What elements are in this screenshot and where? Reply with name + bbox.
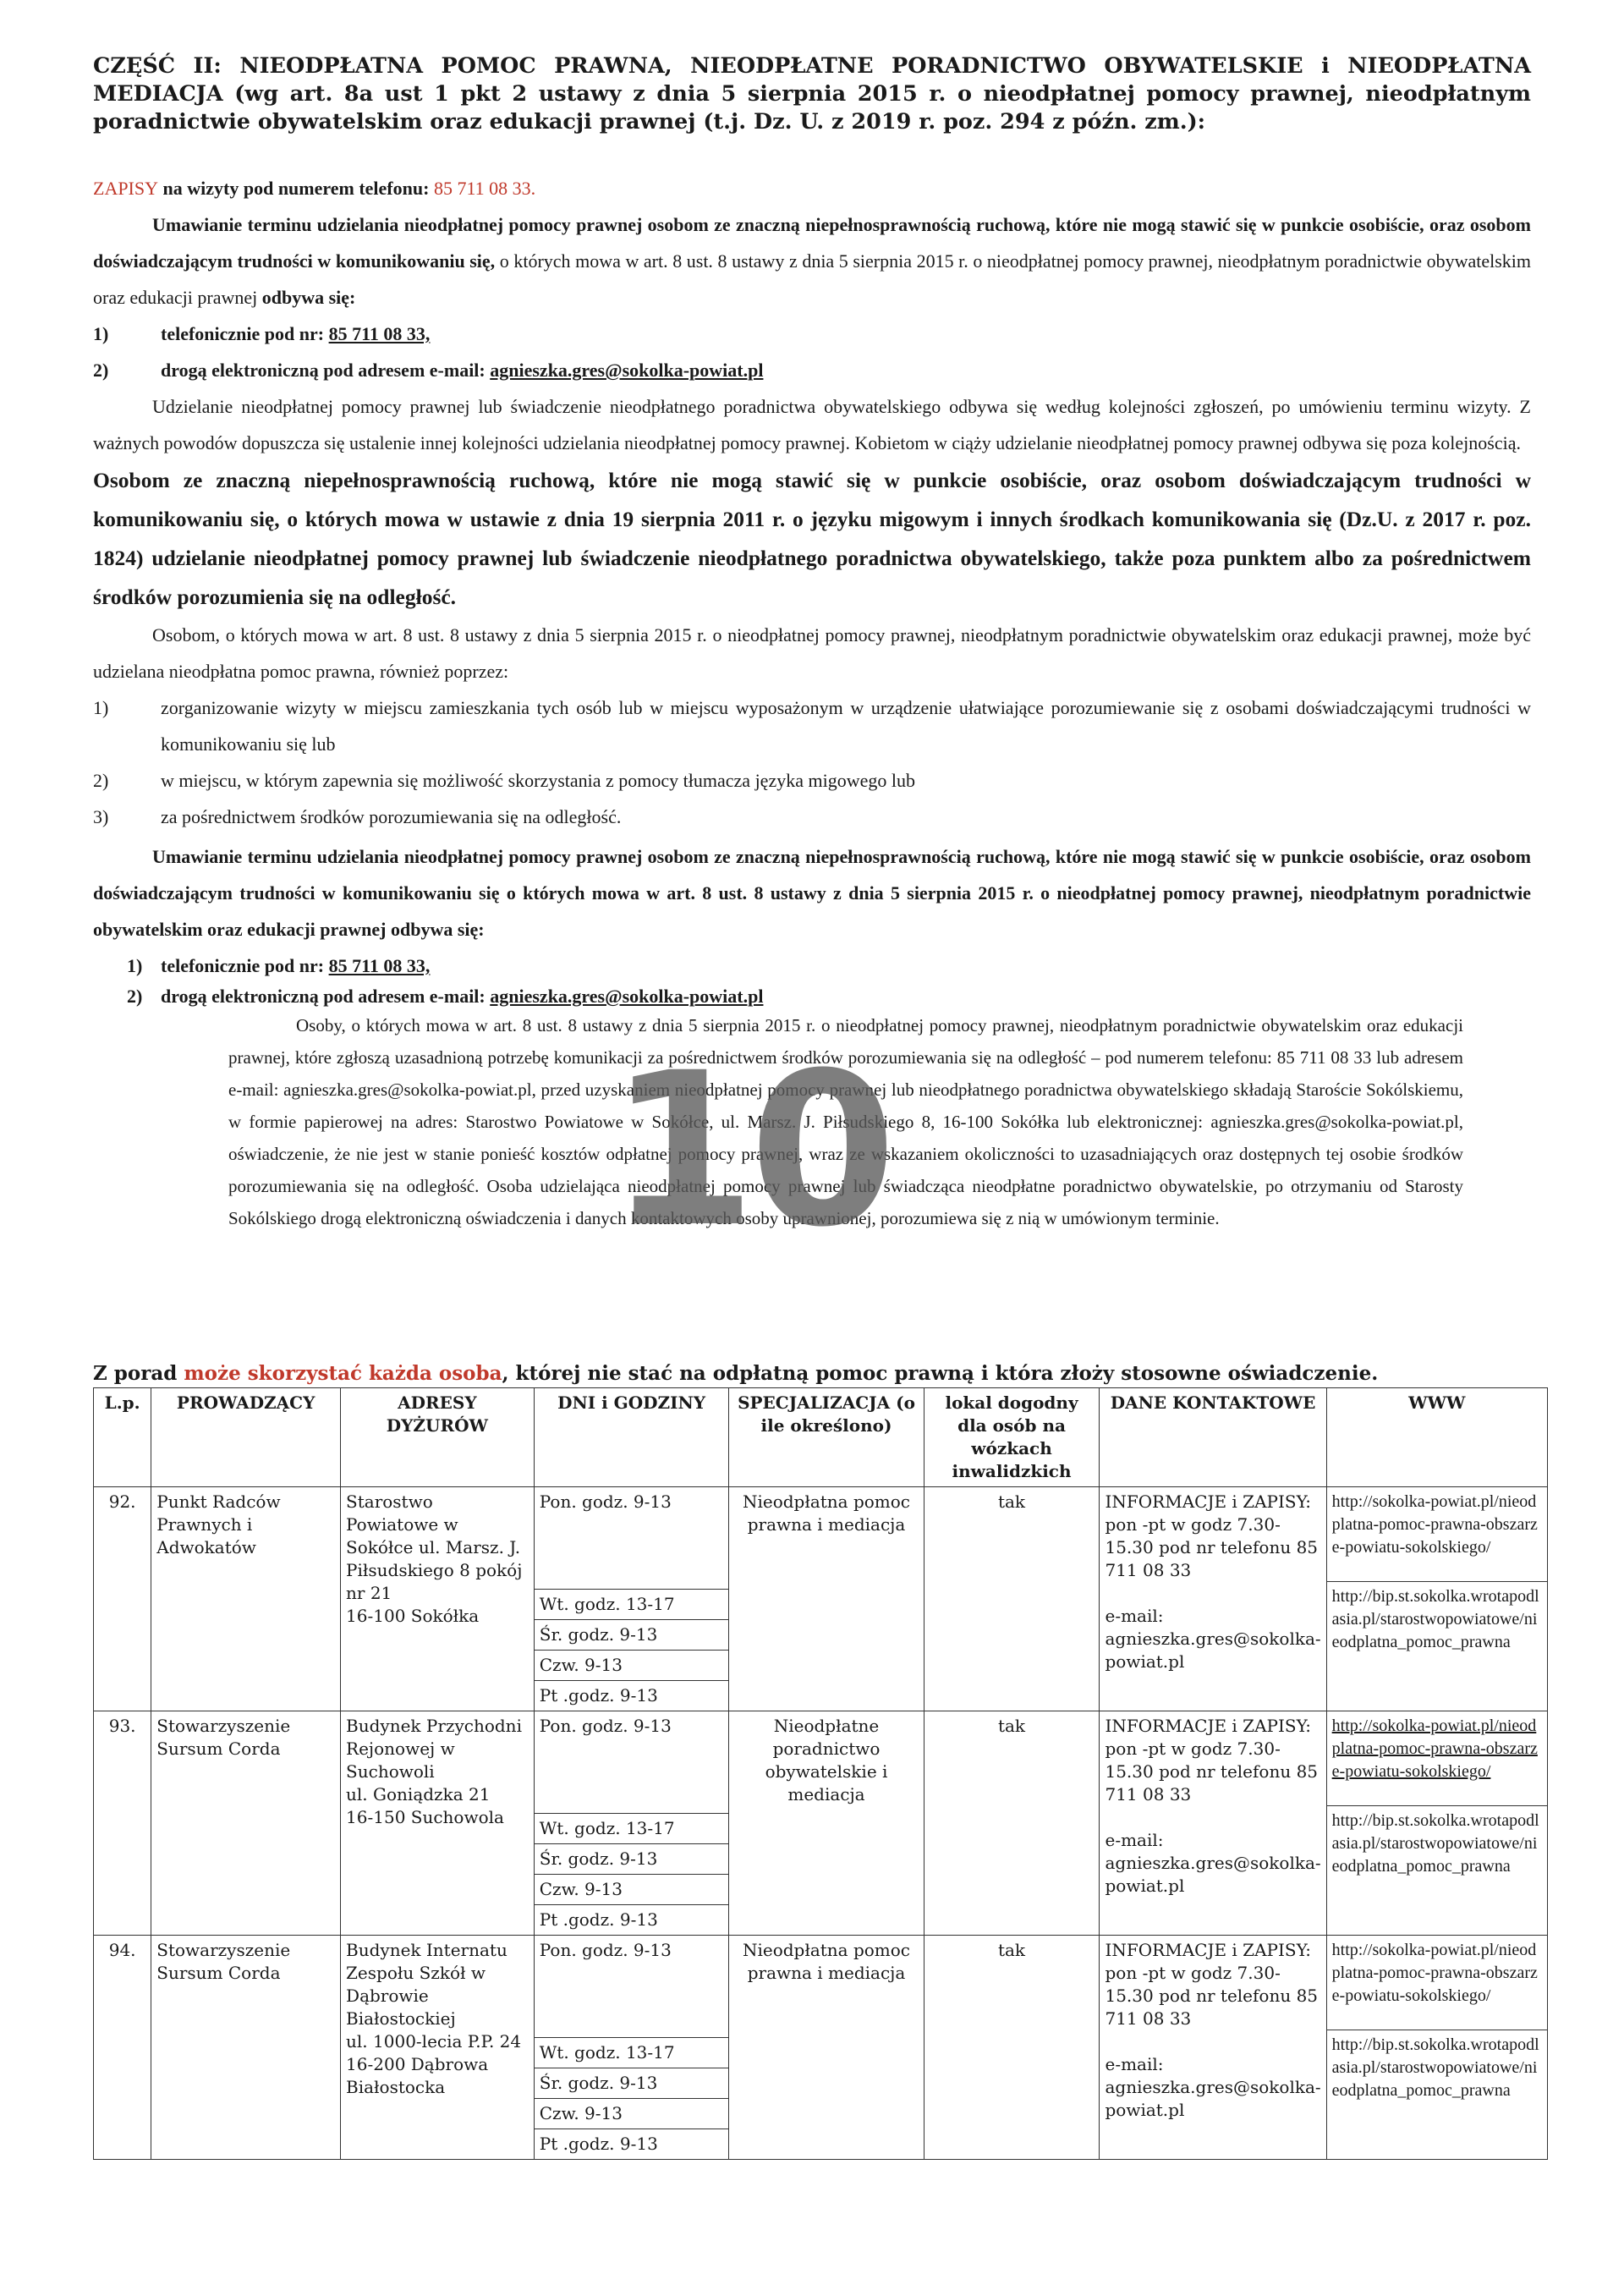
bip-link[interactable]: http://bip.st.sokolka.wrotapodlasia.pl/starostwopowiatowe/nieodplatna_pomoc_prawna bbox=[1331, 1811, 1539, 1876]
inset-paragraph: Osoby, o których mowa w art. 8 ust. 8 ustawy z dnia 5 sierpnia 2015 r. o nieodpłatnej pomocy prawnej, nieodpłatnym poradnictwie obywatelskim oraz edukacji prawnej, które zgłoszą uzasadnioną potrzebę komunikacji za pośrednictwem środków porozumiewania się na odległość – pod numerem telefonu: 85 711 08 33 lub adresem e-mail: agnieszka.gres@sokolka-powiat.pl, przed uzyskaniem nieodpłatnej pomocy prawnej lub nieodpłatnego poradnictwa obywatelskiego składają Staroście Sokólskiemu, w formie papierowej na adres: Starostwo Powiatowe w Sokółce, ul. Marsz. J. Piłsudskiego 8, 16-100 Sokółka lub elektronicznej: agnieszka.gres@sokolka-powiat.pl, oświadczenie, że nie jest w stanie ponieść kosztów odpłatnej pomocy prawnej, wraz ze wskazaniem okoliczności to uzasadniających oraz dostępnych tej osobie środków porozumiewania się na odległość. Osoba udzielająca nieodpłatnej pomocy prawnej lub świadcząca nieodpłatne poradnictwo obywatelskie, po otrzymaniu od Starosty Sokólskiego drogą elektroniczną oświadczenia i danych kontaktowych osoby uprawnionej, porozumiewa się z nią w umówionym terminie. bbox=[228, 1015, 1463, 1228]
day-hours-cell: Śr. godz. 9-13 bbox=[534, 2068, 729, 2099]
bold-notice: Osobom ze znaczną niepełnosprawnością ruchową, które nie mogą stawić się w punkcie osobiście, oraz osobom doświadczającym trudności w komunikowaniu się, o których mowa w ustawie z dnia 19 sierpnia 2011 r. o języku migowym i innych środkach komunikowania się (Dz.U. z 2017 r. poz. 1824) udzielanie nieodpłatnej pomocy prawnej lub świadczenie nieodpłatnego poradnictwa obywatelskiego, także poza punktem albo za pośrednictwem środków porozumienia się na odległość. bbox=[93, 468, 1531, 609]
specialization-cell: Nieodpłatna pomoc prawna i mediacja bbox=[729, 1936, 924, 2160]
subhead-part: Z porad bbox=[93, 1362, 184, 1385]
day-hours-cell: Pon. godz. 9-13 bbox=[534, 1936, 729, 2038]
list-number: 2) bbox=[93, 770, 109, 791]
col-header: L.p. bbox=[94, 1388, 151, 1487]
day-hours-cell: Śr. godz. 9-13 bbox=[534, 1844, 729, 1875]
day-hours-cell: Śr. godz. 9-13 bbox=[534, 1620, 729, 1651]
list-label: drogą elektroniczną pod adresem e-mail: bbox=[161, 360, 491, 381]
website-link[interactable]: http://sokolka-powiat.pl/nieodplatna-pomoc-prawna-obszarze-powiatu-sokolskiego/ bbox=[1327, 1487, 1547, 1582]
contact-cell: INFORMACJE i ZAPISY: pon -pt w godz 7.30-15.30 pod nr telefonu 85 711 08 33 e-mail: agnieszka.gres@sokolka-powiat.pl bbox=[1100, 1711, 1326, 1936]
list-text: w miejscu, w którym zapewnia się możliwość skorzystania z pomocy tłumacza języka migowego lub bbox=[161, 770, 915, 791]
section-title: CZĘŚĆ II: NIEODPŁATNA POMOC PRAWNA, NIEODPŁATNE PORADNICTWO OBYWATELSKIE i NIEODPŁATNA MEDIACJA (wg art. 8a ust 1 pkt 2 ustawy z dnia 5 sierpnia 2015 r. o nieodpłatnej pomocy prawnej, nieodpłatnym poradnictwie obywatelskim oraz edukacji prawnej (t.j. Dz. U. z 2019 r. poz. 294 z późn. zm.): bbox=[93, 53, 1531, 135]
col-header: PROWADZĄCY bbox=[151, 1388, 341, 1487]
legal-aid-table bbox=[93, 1387, 1548, 2160]
list-item bbox=[93, 316, 1531, 352]
email-link[interactable]: agnieszka.gres@sokolka-powiat.pl bbox=[490, 986, 764, 1007]
website-link[interactable]: http://sokolka-powiat.pl/nieodplatna-pomoc-prawna-obszarze-powiatu-sokolskiego/ bbox=[1327, 1936, 1547, 2030]
day-hours-cell: Wt. godz. 13-17 bbox=[534, 1814, 729, 1844]
phone-link[interactable]: 85 711 08 33, bbox=[328, 323, 431, 344]
col-header: DNI i GODZINY bbox=[534, 1388, 729, 1487]
col-header: WWW bbox=[1326, 1388, 1547, 1487]
col-header: lokal dogodny dla osób na wózkach inwalidzkich bbox=[924, 1388, 1100, 1487]
www-cell bbox=[1326, 1711, 1547, 1936]
row-number-cell: 92. bbox=[94, 1487, 151, 1711]
subhead-highlight: może skorzystać każda osoba bbox=[184, 1362, 502, 1385]
list-label: telefonicznie pod nr: bbox=[161, 955, 329, 976]
day-hours-cell: Pt .godz. 9-13 bbox=[534, 1905, 729, 1936]
wheelchair-access-cell: tak bbox=[924, 1711, 1100, 1936]
list-item bbox=[93, 762, 1531, 799]
table-header-row bbox=[94, 1388, 1548, 1487]
day-hours-cell: Pt .godz. 9-13 bbox=[534, 2129, 729, 2160]
booking-paragraph-2: Umawianie terminu udzielania nieodpłatnej pomocy prawnej osobom ze znaczną niepełnosprawnością ruchową, które nie mogą stawić się w punkcie osobiście, oraz osobom doświadczającym trudności w komunikowaniu się o których mowa w art. 8 ust. 8 ustawy z dnia 5 sierpnia 2015 r. o nieodpłatnej pomocy prawnej, nieodpłatnym poradnictwie obywatelskim oraz edukacji prawnej odbywa się: bbox=[93, 846, 1531, 940]
col-header: DANE KONTAKTOWE bbox=[1100, 1388, 1326, 1487]
website-link[interactable]: http://sokolka-powiat.pl/nieodplatna-pomoc-prawna-obszarze-powiatu-sokolskiego/ bbox=[1327, 1711, 1547, 1806]
list-item bbox=[93, 799, 1531, 835]
zapisy-line bbox=[93, 170, 1531, 206]
phone-link[interactable]: 85 711 08 33, bbox=[328, 955, 431, 976]
table-row bbox=[94, 1711, 1548, 1814]
zapisy-label: ZAPISY bbox=[93, 178, 159, 199]
provider-cell: Stowarzyszenie Sursum Corda bbox=[151, 1711, 341, 1936]
table-row bbox=[94, 1936, 1548, 2038]
day-hours-cell: Pt .godz. 9-13 bbox=[534, 1681, 729, 1711]
col-header: SPECJALIZACJA (o ile określono) bbox=[729, 1388, 924, 1487]
address-cell: Budynek Internatu Zespołu Szkół w Dąbrowie Białostockiej ul. 1000-lecia P.P. 24 16-200 Dąbrowa Białostocka bbox=[341, 1936, 535, 2160]
day-hours-cell: Pon. godz. 9-13 bbox=[534, 1487, 729, 1590]
day-hours-cell: Czw. 9-13 bbox=[534, 2099, 729, 2129]
order-paragraph: Udzielanie nieodpłatnej pomocy prawnej lub świadczenie nieodpłatnego poradnictwa obywatelskiego odbywa się według kolejności zgłoszeń, po umówieniu terminu wizyty. Z ważnych powodów dopuszcza się ustalenie innej kolejności udzielania nieodpłatnej pomocy prawnej. Kobietom w ciąży udzielanie nieodpłatnej pomocy prawnej odbywa się poza kolejnością. bbox=[93, 396, 1531, 453]
day-hours-cell: Wt. godz. 13-17 bbox=[534, 2038, 729, 2068]
list-label: telefonicznie pod nr: bbox=[161, 323, 329, 344]
intro-paragraph: Osobom, o których mowa w art. 8 ust. 8 ustawy z dnia 5 sierpnia 2015 r. o nieodpłatnej pomocy prawnej, nieodpłatnym poradnictwie obywatelskim oraz edukacji prawnej, może być udzielana nieodpłatna pomoc prawna, również poprzez: bbox=[93, 624, 1531, 682]
www-cell bbox=[1326, 1487, 1547, 1711]
booking-tail-text: odbywa się: bbox=[261, 287, 356, 308]
booking-bold-text: Umawianie terminu udzielania nieodpłatnej pomocy prawnej osobom ze znaczną niepełnosprawnością ruchową, które nie mogą stawić się w punkcie osobiście, oraz osobom doświadczającym trudności w komunikowaniu się, bbox=[93, 214, 1531, 272]
list-number: 2) bbox=[127, 986, 143, 1007]
list-item bbox=[93, 352, 1531, 388]
day-hours-cell: Czw. 9-13 bbox=[534, 1651, 729, 1681]
booking-paragraph-1 bbox=[93, 206, 1531, 316]
list-text: za pośrednictwem środków porozumiewania się na odległość. bbox=[161, 806, 622, 827]
day-hours-cell: Wt. godz. 13-17 bbox=[534, 1590, 729, 1620]
day-hours-cell: Pon. godz. 9-13 bbox=[534, 1711, 729, 1814]
specialization-cell: Nieodpłatna pomoc prawna i mediacja bbox=[729, 1487, 924, 1711]
address-cell: Budynek Przychodni Rejonowej w Suchowoli ul. Goniądzka 21 16-150 Suchowola bbox=[341, 1711, 535, 1936]
list-text: zorganizowanie wizyty w miejscu zamieszkania tych osób lub w miejscu wyposażonym w urządzenie ułatwiające porozumiewanie się z osobami doświadczającymi trudności w komunikowaniu się lub bbox=[161, 697, 1531, 755]
www-cell bbox=[1326, 1936, 1547, 2160]
booking-normal-text: o których mowa w art. 8 ust. 8 ustawy z dnia 5 sierpnia 2015 r. o nieodpłatnej pomocy prawnej, nieodpłatnym poradnictwie obywatelskim oraz edukacji prawnej bbox=[93, 250, 1531, 308]
bip-link[interactable]: http://bip.st.sokolka.wrotapodlasia.pl/starostwopowiatowe/nieodplatna_pomoc_prawna bbox=[1331, 2035, 1539, 2100]
contact-cell: INFORMACJE i ZAPISY: pon -pt w godz 7.30-15.30 pod nr telefonu 85 711 08 33 e-mail: agnieszka.gres@sokolka-powiat.pl bbox=[1100, 1487, 1326, 1711]
list-number: 1) bbox=[93, 323, 109, 344]
bip-link[interactable]: http://bip.st.sokolka.wrotapodlasia.pl/starostwopowiatowe/nieodplatna_pomoc_prawna bbox=[1331, 1587, 1539, 1651]
list-number: 1) bbox=[93, 697, 109, 718]
row-number-cell: 94. bbox=[94, 1936, 151, 2160]
list-number: 2) bbox=[93, 360, 109, 381]
table-subheading bbox=[93, 1362, 1378, 1385]
provider-cell: Stowarzyszenie Sursum Corda bbox=[151, 1936, 341, 2160]
list-item bbox=[93, 689, 1531, 762]
subhead-part: , której nie stać na odpłatną pomoc prawną i która złoży stosowne oświadczenie. bbox=[502, 1362, 1379, 1385]
list-number: 1) bbox=[127, 955, 143, 976]
page-number-watermark: 10 bbox=[609, 1027, 890, 1273]
col-header: ADRESY DYŻURÓW bbox=[341, 1388, 535, 1487]
address-cell: Starostwo Powiatowe w Sokółce ul. Marsz. J. Piłsudskiego 8 pokój nr 21 16-100 Sokółka bbox=[341, 1487, 535, 1711]
table-row bbox=[94, 1487, 1548, 1590]
list-number: 3) bbox=[93, 806, 109, 827]
row-number-cell: 93. bbox=[94, 1711, 151, 1936]
wheelchair-access-cell: tak bbox=[924, 1487, 1100, 1711]
list-label: drogą elektroniczną pod adresem e-mail: bbox=[161, 986, 491, 1007]
provider-cell: Punkt Radców Prawnych i Adwokatów bbox=[151, 1487, 341, 1711]
zapisy-phone: 85 711 08 33. bbox=[433, 178, 536, 199]
specialization-cell: Nieodpłatne poradnictwo obywatelskie i mediacja bbox=[729, 1711, 924, 1936]
list-item bbox=[127, 948, 1531, 984]
wheelchair-access-cell: tak bbox=[924, 1936, 1100, 2160]
day-hours-cell: Czw. 9-13 bbox=[534, 1875, 729, 1905]
contact-cell: INFORMACJE i ZAPISY: pon -pt w godz 7.30-15.30 pod nr telefonu 85 711 08 33 e-mail: agnieszka.gres@sokolka-powiat.pl bbox=[1100, 1936, 1326, 2160]
inset-paragraph-block bbox=[228, 1009, 1463, 1234]
document-page bbox=[93, 52, 1531, 1234]
list-item bbox=[127, 984, 1531, 1009]
zapisy-text: na wizyty pod numerem telefonu: bbox=[158, 178, 434, 199]
email-link[interactable]: agnieszka.gres@sokolka-powiat.pl bbox=[490, 360, 764, 381]
